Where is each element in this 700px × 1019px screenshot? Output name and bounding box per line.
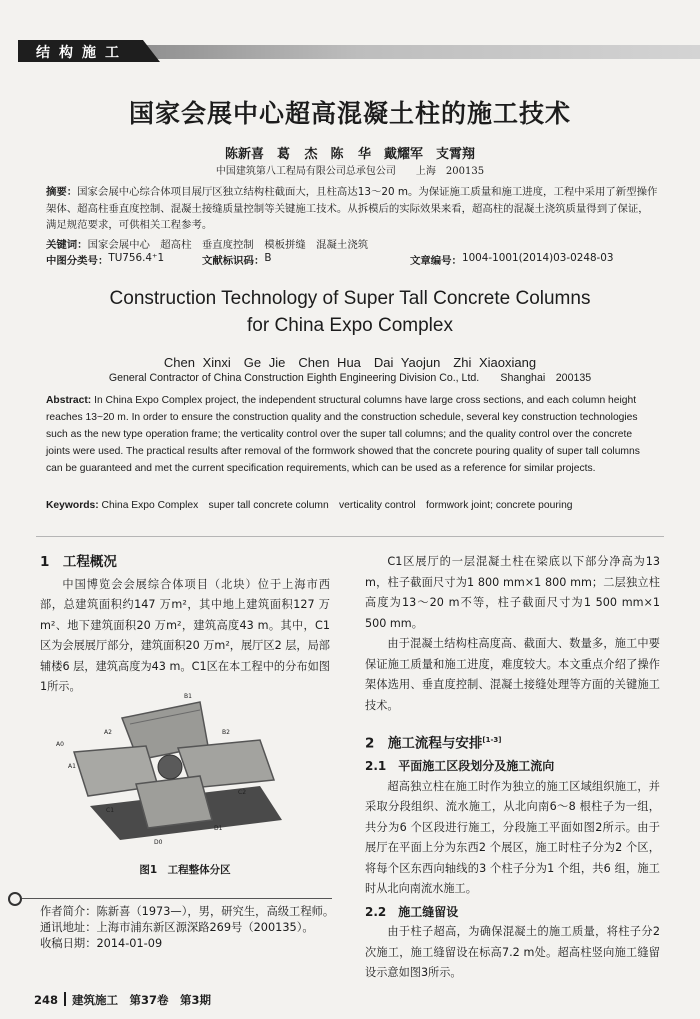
page-footer <box>34 992 211 1008</box>
section-2-heading: 2 施工流程与安排[1-3] <box>365 735 502 752</box>
abstract-en-label: Abstract: <box>46 395 92 406</box>
affiliation-en: General Contractor of China Construction Eighth Engineering Division Co., Ltd. Shanghai 200135 <box>108 372 592 384</box>
figure-1-center-hub <box>158 755 182 779</box>
title-en <box>0 285 700 339</box>
header-band <box>130 45 700 59</box>
subsection-2-1-paragraph: 超高独立柱在施工时作为独立的施工区域组织施工，并采取分段组织、流水施工，从北向南6～8 根柱子为一组，共分为6 个区段进行施工，分段施工平面如图2所示。由于展厅在平面上分为东西2 个展区，施工时柱子分为2 个区，将每个区东西向轴线的3 个柱子分为1 个组，共6 组，施工时从北向南流水施工。 <box>365 779 660 895</box>
figure-1-site-partition <box>50 688 290 848</box>
article-number: 文章编号： 1004-1001(2014)03-0248-03 <box>410 252 614 267</box>
subsection-2-2-heading: 2.2 施工缝留设 <box>365 904 459 919</box>
title-cn: 国家会展中心超高混凝土柱的施工技术 <box>128 99 571 128</box>
right-paragraph-1: C1区展厅的一层混凝土柱在梁底以下部分净高为13 m，柱子截面尺寸为1 800 mm×1 800 mm；二层独立柱高度为13～20 m不等，柱子截面尺寸为1 500 mm×1 500 mm。 <box>365 555 660 630</box>
figure-1-caption: 图1 工程整体分区 <box>139 864 231 876</box>
figure-1-label: D0 <box>154 839 163 846</box>
figure-1-label: C1 <box>106 807 115 814</box>
section-2-reference: [1-3] <box>482 736 502 744</box>
section-tag-bar <box>0 40 700 62</box>
journal-info: 建筑施工 第37卷 第3期 <box>72 993 212 1007</box>
figure-1-label: A0 <box>56 741 64 748</box>
authors-en: Chen Xinxi Ge Jie Chen Hua Dai Yaojun Zhi Xiaoxiang <box>163 355 537 370</box>
keywords-cn-label: 关键词： <box>46 239 88 251</box>
received-date: 收稿日期：2014-01-09 <box>40 937 163 950</box>
right-paragraph-2: 由于混凝土结构柱高度高、截面大、数量多，施工中要保证施工质量和施工进度，难度较大。本文重点介绍了操作架体选用、垂直度控制、混凝土接缝处理等方面的关键施工技术。 <box>365 637 660 712</box>
section-1-heading: 1 工程概况 <box>40 554 117 570</box>
figure-1-label: B2 <box>222 729 230 736</box>
title-en-line2: for China Expo Complex <box>247 315 453 336</box>
figure-1-label: A2 <box>104 729 112 736</box>
figure-1-label: C2 <box>238 789 247 796</box>
section-tag-label: 结构施工 <box>36 45 128 61</box>
keywords-en <box>46 496 658 511</box>
figure-1-label: B1 <box>184 693 192 700</box>
abstract-cn-label: 摘要： <box>46 186 78 198</box>
right-column <box>365 552 660 984</box>
divider <box>36 536 664 537</box>
authors-cn: 陈新喜 葛 杰 陈 华 戴耀军 支霄翔 <box>224 147 476 162</box>
title-en-line1: Construction Technology of Super Tall Concrete Columns <box>109 288 591 309</box>
author-info-divider <box>0 889 330 903</box>
abstract-en-text: In China Expo Complex project, the independent structural columns have large cross sections, and each column height reaches 13~20 m. In order to ensure the construction quality and the construction schedule, several key construction technologies such as the new type operation frame; the verticality control over the super tall columns; and the quality control over the concrete joints were used. The practical results after removal of the formwork showed that the concrete pouring quality of super tall columns can be guaranteed and met the current specification requirements, which can be used as a reference for similar projects. <box>46 395 640 474</box>
figure-1-label: A1 <box>68 763 76 770</box>
footer-separator <box>64 992 66 1006</box>
left-column <box>40 552 330 698</box>
author-address: 通讯地址：上海市浦东新区源深路269号（200135）。 <box>40 921 314 934</box>
author-info-rule <box>22 898 332 899</box>
section-1-paragraph: 中国博览会会展综合体项目（北块）位于上海市西部，总建筑面积约147 万m²，其中地上建筑面积127 万m²、地下建筑面积20 万m²，建筑高度43 m。其中，C1区为会展展厅部分，建筑面积20 万m²，展厅区2 层，局部辅楼6 层，建筑高度为43 m。C1区在本工程中的分布如图1所示。 <box>40 577 330 693</box>
author-bio: 作者简介：陈新喜（1973—），男，研究生，高级工程师。 <box>40 905 335 918</box>
document-code: 文献标识码： B <box>202 252 272 267</box>
keywords-en-label: Keywords: <box>46 500 99 511</box>
keywords-cn <box>46 236 658 251</box>
subsection-2-1-heading: 2.1 平面施工区段划分及施工流向 <box>365 759 555 773</box>
figure-1-hall-c1 <box>136 776 212 828</box>
page-number: 248 <box>34 993 59 1007</box>
subsection-2-2-paragraph: 由于柱子超高，为确保混凝土的施工质量，将柱子分2 次施工，施工缝留设在标高7.2 m处。超高柱竖向施工缝留设示意如图3所示。 <box>365 925 660 979</box>
author-info <box>40 904 340 952</box>
figure-1-label: D1 <box>214 825 223 832</box>
clc-number: 中图分类号： TU756.4⁺1 <box>46 252 165 267</box>
abstract-en <box>46 392 658 477</box>
keywords-cn-text: 国家会展中心 超高柱 垂直度控制 模板拼缝 混凝土浇筑 <box>87 239 369 251</box>
affiliation-cn: 中国建筑第八工程局有限公司总承包公司 上海 200135 <box>215 166 485 177</box>
author-info-marker-icon <box>8 892 22 906</box>
abstract-cn-text: 国家会展中心综合体项目展厅区独立结构柱截面大，且柱高达13～20 m。为保证施工质量和施工进度，工程中采用了新型操作架体、超高柱垂直度控制、混凝土接缝质量控制等关键施工技术。从拆模后的实际效果来看，超高柱的混凝土浇筑质量得到了保证，满足规范要求，可供相关工程参考。 <box>46 186 658 231</box>
abstract-cn <box>46 184 658 234</box>
keywords-en-text: China Expo Complex super tall concrete column verticality control formwork joint; concrete pouring <box>101 500 573 511</box>
